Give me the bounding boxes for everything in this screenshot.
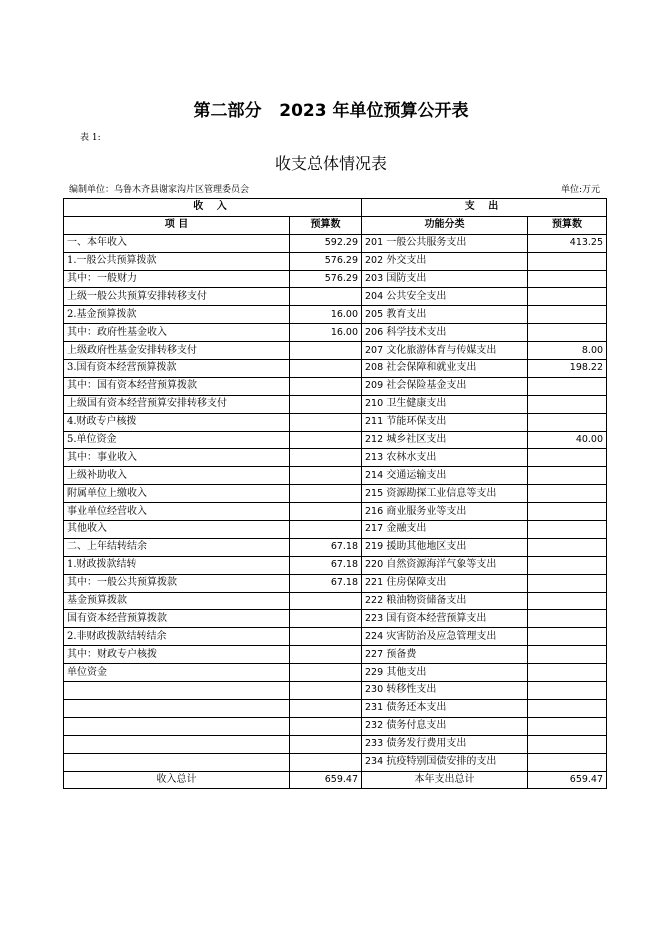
budget-column-header: 预算数 xyxy=(290,216,362,234)
income-item-cell xyxy=(64,699,290,717)
table-row xyxy=(64,717,607,735)
income-item-cell: 二、上年结转结余 xyxy=(64,538,290,556)
budget2-column-header: 预算数 xyxy=(528,216,607,234)
expense-amount-cell xyxy=(528,682,607,700)
table-row xyxy=(64,449,607,467)
function-name: 一般公共服务支出 xyxy=(386,237,467,249)
function-name: 商业服务业等支出 xyxy=(386,505,467,517)
expense-function-cell xyxy=(362,538,528,556)
function-code: 227 xyxy=(365,648,384,660)
income-item-cell: 单位资金 xyxy=(64,664,290,682)
expense-amount-cell: 413.25 xyxy=(528,234,607,252)
function-code: 211 xyxy=(365,416,384,428)
table-row xyxy=(64,574,607,592)
expense-amount-cell xyxy=(528,377,607,395)
table-row xyxy=(64,485,607,503)
expense-function-cell xyxy=(362,503,528,521)
function-name: 社会保险基金支出 xyxy=(386,380,467,392)
table-row xyxy=(64,682,607,700)
expense-function-cell xyxy=(362,574,528,592)
function-name: 粮油物资储备支出 xyxy=(386,595,467,607)
expense-amount-cell xyxy=(528,252,607,270)
function-code: 210 xyxy=(365,398,384,410)
function-code: 233 xyxy=(365,738,384,750)
table-group-header xyxy=(64,199,607,217)
expense-function-cell xyxy=(362,288,528,306)
expense-amount-cell xyxy=(528,306,607,324)
income-item-cell: 其中：国有资本经营预算拨款 xyxy=(64,377,290,395)
compiling-unit: 编制单位：乌鲁木齐县谢家沟片区管理委员会 xyxy=(69,185,250,195)
function-code: 220 xyxy=(365,559,384,571)
table-row xyxy=(64,628,607,646)
function-code: 234 xyxy=(365,756,384,768)
income-amount-cell xyxy=(290,360,362,378)
function-name: 预备费 xyxy=(386,648,417,660)
income-amount-cell: 16.00 xyxy=(290,306,362,324)
expense-amount-cell xyxy=(528,395,607,413)
income-total-amount: 659.47 xyxy=(290,771,362,789)
expense-total-amount: 659.47 xyxy=(528,771,607,789)
expense-amount-cell xyxy=(528,664,607,682)
income-item-cell: 4.财政专户核拨 xyxy=(64,413,290,431)
function-name: 债务付息支出 xyxy=(386,720,447,732)
income-amount-cell xyxy=(290,664,362,682)
income-amount-cell xyxy=(290,717,362,735)
expense-amount-cell xyxy=(528,556,607,574)
function-code: 205 xyxy=(365,308,384,320)
budget-table xyxy=(63,198,607,789)
income-amount-cell xyxy=(290,735,362,753)
table-row xyxy=(64,592,607,610)
expense-function-cell xyxy=(362,485,528,503)
income-amount-cell xyxy=(290,753,362,771)
function-code: 217 xyxy=(365,523,384,535)
table-number: 表 1: xyxy=(80,133,101,143)
table-title: 收支总体情况表 xyxy=(274,154,387,173)
income-item-cell xyxy=(64,753,290,771)
table-row xyxy=(64,753,607,771)
expense-amount-cell xyxy=(528,413,607,431)
function-code: 231 xyxy=(365,702,384,714)
expense-function-cell xyxy=(362,628,528,646)
expense-function-cell xyxy=(362,735,528,753)
income-group-header: 收 入 xyxy=(64,199,362,217)
income-amount-cell xyxy=(290,467,362,485)
expense-amount-cell xyxy=(528,521,607,539)
table-row xyxy=(64,431,607,449)
function-code: 215 xyxy=(365,487,384,499)
function-code: 201 xyxy=(365,237,384,249)
income-amount-cell xyxy=(290,521,362,539)
income-item-cell: 上级补助收入 xyxy=(64,467,290,485)
income-item-cell: 附属单位上缴收入 xyxy=(64,485,290,503)
table-row xyxy=(64,288,607,306)
table-row xyxy=(64,556,607,574)
expense-amount-cell xyxy=(528,538,607,556)
expense-function-cell xyxy=(362,664,528,682)
table-row xyxy=(64,610,607,628)
expense-function-cell xyxy=(362,306,528,324)
income-item-cell: 事业单位经营收入 xyxy=(64,503,290,521)
function-code: 229 xyxy=(365,666,384,678)
expense-function-cell xyxy=(362,682,528,700)
expense-amount-cell xyxy=(528,270,607,288)
table-row xyxy=(64,521,607,539)
function-name: 文化旅游体育与传媒支出 xyxy=(386,344,497,356)
item-column-header: 项 目 xyxy=(64,216,290,234)
income-amount-cell xyxy=(290,449,362,467)
function-name: 灾害防治及应急管理支出 xyxy=(386,630,497,642)
function-name: 城乡社区支出 xyxy=(386,434,447,446)
expense-amount-cell xyxy=(528,699,607,717)
table-row xyxy=(64,234,607,252)
page-title: 第二部分 2023 年单位预算公开表 xyxy=(193,101,469,121)
income-amount-cell xyxy=(290,646,362,664)
expense-function-cell xyxy=(362,753,528,771)
expense-function-cell xyxy=(362,556,528,574)
expense-amount-cell: 198.22 xyxy=(528,360,607,378)
function-code: 219 xyxy=(365,541,384,553)
table-column-header xyxy=(64,216,607,234)
income-amount-cell xyxy=(290,503,362,521)
expense-amount-cell: 40.00 xyxy=(528,431,607,449)
function-code: 204 xyxy=(365,290,384,302)
table-row xyxy=(64,413,607,431)
income-amount-cell xyxy=(290,413,362,431)
income-amount-cell: 576.29 xyxy=(290,270,362,288)
income-amount-cell: 576.29 xyxy=(290,252,362,270)
expense-function-cell xyxy=(362,699,528,717)
income-amount-cell xyxy=(290,485,362,503)
function-name: 卫生健康支出 xyxy=(386,398,447,410)
income-item-cell: 国有资本经营预算拨款 xyxy=(64,610,290,628)
table-row xyxy=(64,252,607,270)
expense-amount-cell xyxy=(528,717,607,735)
income-amount-cell: 67.18 xyxy=(290,538,362,556)
expense-amount-cell xyxy=(528,592,607,610)
expense-function-cell xyxy=(362,717,528,735)
income-item-cell: 其中：一般公共预算拨款 xyxy=(64,574,290,592)
table-row xyxy=(64,306,607,324)
income-item-cell: 上级国有资本经营预算安排转移支付 xyxy=(64,395,290,413)
expense-amount-cell xyxy=(528,485,607,503)
function-name: 援助其他地区支出 xyxy=(386,541,467,553)
function-code: 232 xyxy=(365,720,384,732)
expense-amount-cell xyxy=(528,288,607,306)
currency-unit: 单位:万元 xyxy=(560,185,600,195)
expense-group-header: 支 出 xyxy=(362,199,607,217)
income-amount-cell: 67.18 xyxy=(290,556,362,574)
income-item-cell xyxy=(64,717,290,735)
income-item-cell: 上级一般公共预算安排转移支付 xyxy=(64,288,290,306)
expense-amount-cell xyxy=(528,324,607,342)
expense-amount-cell xyxy=(528,503,607,521)
function-code: 223 xyxy=(365,612,384,624)
function-name: 债务还本支出 xyxy=(386,702,447,714)
income-amount-cell xyxy=(290,682,362,700)
function-name: 科学技术支出 xyxy=(386,326,447,338)
expense-amount-cell xyxy=(528,610,607,628)
income-amount-cell xyxy=(290,431,362,449)
expense-function-cell xyxy=(362,449,528,467)
income-amount-cell: 16.00 xyxy=(290,324,362,342)
income-amount-cell: 592.29 xyxy=(290,234,362,252)
expense-amount-cell xyxy=(528,628,607,646)
function-name: 外交支出 xyxy=(386,255,427,267)
expense-function-cell xyxy=(362,395,528,413)
function-name: 农林水支出 xyxy=(386,451,437,463)
function-code: 202 xyxy=(365,255,384,267)
function-name: 公共安全支出 xyxy=(386,290,447,302)
expense-amount-cell xyxy=(528,467,607,485)
income-amount-cell: 67.18 xyxy=(290,574,362,592)
function-code: 224 xyxy=(365,630,384,642)
function-code: 208 xyxy=(365,362,384,374)
function-code: 230 xyxy=(365,684,384,696)
income-item-cell: 其中：一般财力 xyxy=(64,270,290,288)
expense-amount-cell xyxy=(528,753,607,771)
expense-function-cell xyxy=(362,234,528,252)
function-code: 221 xyxy=(365,577,384,589)
expense-function-cell xyxy=(362,646,528,664)
expense-amount-cell xyxy=(528,574,607,592)
function-code: 206 xyxy=(365,326,384,338)
income-total-label: 收入总计 xyxy=(64,771,290,789)
table-row xyxy=(64,538,607,556)
table-row xyxy=(64,395,607,413)
function-name: 其他支出 xyxy=(386,666,427,678)
expense-function-cell xyxy=(362,270,528,288)
expense-function-cell xyxy=(362,252,528,270)
table-row xyxy=(64,324,607,342)
income-item-cell: 2.基金预算拨款 xyxy=(64,306,290,324)
function-name: 社会保障和就业支出 xyxy=(386,362,477,374)
income-amount-cell xyxy=(290,592,362,610)
function-name: 住房保障支出 xyxy=(386,577,447,589)
expense-amount-cell xyxy=(528,646,607,664)
expense-function-cell xyxy=(362,413,528,431)
table-row xyxy=(64,342,607,360)
table-row xyxy=(64,360,607,378)
expense-function-cell xyxy=(362,360,528,378)
income-item-cell: 上级政府性基金安排转移支付 xyxy=(64,342,290,360)
expense-amount-cell: 8.00 xyxy=(528,342,607,360)
function-name: 资源勘探工业信息等支出 xyxy=(386,487,497,499)
table-row xyxy=(64,503,607,521)
function-name: 自然资源海洋气象等支出 xyxy=(386,559,497,571)
function-name: 节能环保支出 xyxy=(386,416,447,428)
income-amount-cell xyxy=(290,699,362,717)
function-name: 金融支出 xyxy=(386,523,427,535)
expense-function-cell xyxy=(362,521,528,539)
expense-function-cell xyxy=(362,377,528,395)
function-column-header: 功能分类 xyxy=(362,216,528,234)
expense-function-cell xyxy=(362,431,528,449)
table-body xyxy=(64,234,607,771)
income-amount-cell xyxy=(290,342,362,360)
table-row xyxy=(64,467,607,485)
function-code: 214 xyxy=(365,469,384,481)
income-item-cell: 1.一般公共预算拨款 xyxy=(64,252,290,270)
table-row xyxy=(64,270,607,288)
income-amount-cell xyxy=(290,610,362,628)
expense-function-cell xyxy=(362,610,528,628)
income-amount-cell xyxy=(290,395,362,413)
income-item-cell: 其中：政府性基金收入 xyxy=(64,324,290,342)
expense-function-cell xyxy=(362,324,528,342)
function-name: 债务发行费用支出 xyxy=(386,738,467,750)
function-name: 转移性支出 xyxy=(386,684,437,696)
expense-function-cell xyxy=(362,342,528,360)
table-row xyxy=(64,664,607,682)
income-item-cell: 其中：财政专户核拨 xyxy=(64,646,290,664)
expense-amount-cell xyxy=(528,735,607,753)
income-item-cell xyxy=(64,735,290,753)
expense-function-cell xyxy=(362,592,528,610)
function-name: 教育支出 xyxy=(386,308,427,320)
function-code: 203 xyxy=(365,273,384,284)
income-amount-cell xyxy=(290,628,362,646)
function-code: 207 xyxy=(365,344,384,356)
function-code: 209 xyxy=(365,380,384,392)
income-item-cell: 5.单位资金 xyxy=(64,431,290,449)
function-code: 216 xyxy=(365,505,384,517)
function-code: 212 xyxy=(365,434,384,446)
expense-total-label: 本年支出总计 xyxy=(362,771,528,789)
function-code: 222 xyxy=(365,595,384,607)
income-item-cell: 基金预算拨款 xyxy=(64,592,290,610)
expense-amount-cell xyxy=(528,449,607,467)
income-item-cell: 2.非财政拨款结转结余 xyxy=(64,628,290,646)
income-item-cell: 1.财政拨款结转 xyxy=(64,556,290,574)
totals-row xyxy=(64,771,607,789)
function-name: 交通运输支出 xyxy=(386,469,447,481)
income-item-cell: 3.国有资本经营预算拨款 xyxy=(64,360,290,378)
table-row xyxy=(64,699,607,717)
income-amount-cell xyxy=(290,288,362,306)
function-name: 国防支出 xyxy=(386,273,427,284)
function-name: 抗疫特别国债安排的支出 xyxy=(386,756,497,768)
function-code: 213 xyxy=(365,451,384,463)
table-row xyxy=(64,646,607,664)
table-row xyxy=(64,377,607,395)
income-item-cell: 一、本年收入 xyxy=(64,234,290,252)
income-amount-cell xyxy=(290,377,362,395)
function-name: 国有资本经营预算支出 xyxy=(386,612,487,624)
income-item-cell: 其他收入 xyxy=(64,521,290,539)
expense-function-cell xyxy=(362,467,528,485)
table-row xyxy=(64,735,607,753)
income-item-cell xyxy=(64,682,290,700)
income-item-cell: 其中：事业收入 xyxy=(64,449,290,467)
